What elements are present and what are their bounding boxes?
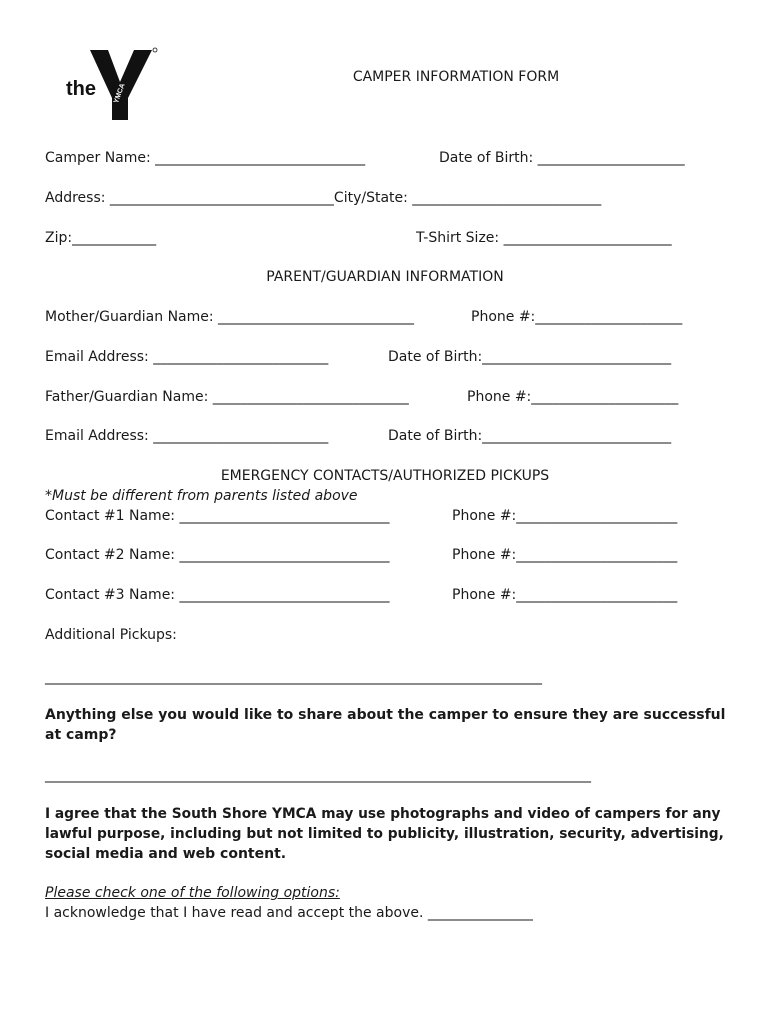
father-dob-field[interactable]: Date of Birth:___________________________ [388,428,672,444]
father-name-field[interactable]: Father/Guardian Name: ____________________________ [45,389,409,405]
contact-2-name-field[interactable]: Contact #2 Name: ______________________________ [45,547,390,563]
zip-field[interactable]: Zip:____________ [45,230,157,246]
contact-1-phone-field[interactable]: Phone #:_______________________ [452,508,678,524]
additional-pickups-line[interactable]: _______________________________________________________________________ [45,669,542,685]
father-email-field[interactable]: Email Address: _________________________ [45,428,329,444]
options-heading: Please check one of the following options: [45,885,340,901]
form-title: CAMPER INFORMATION FORM [352,69,560,85]
contact-3-phone-field[interactable]: Phone #:_______________________ [452,587,678,603]
mother-name-field[interactable]: Mother/Guardian Name: ____________________________ [45,309,415,325]
father-phone-field[interactable]: Phone #:_____________________ [467,389,679,405]
address-city-field[interactable]: Address: ________________________________City/State: ___________________________ [45,190,602,206]
question-line-2: at camp? [45,727,117,743]
mother-email-field[interactable]: Email Address: _________________________ [45,349,329,365]
consent-line-2: lawful purpose, including but not limited to publicity, illustration, security, advertising, [45,826,724,842]
additional-pickups-label: Additional Pickups: [45,627,177,643]
consent-line-1: I agree that the South Shore YMCA may use photographs and video of campers for any [45,806,721,822]
logo-the-text: the [66,78,96,100]
question-answer-line[interactable]: ______________________________________________________________________________ [45,767,591,783]
contact-3-name-field[interactable]: Contact #3 Name: ______________________________ [45,587,390,603]
question-line-1: Anything else you would like to share about the camper to ensure they are successful [45,707,726,723]
mother-dob-field[interactable]: Date of Birth:___________________________ [388,349,672,365]
logo-ymca-text: YMCA [113,82,127,105]
camper-dob-field[interactable]: Date of Birth: _____________________ [439,150,685,166]
emergency-note: *Must be different from parents listed above [45,488,358,504]
contact-2-phone-field[interactable]: Phone #:_______________________ [452,547,678,563]
emergency-heading: EMERGENCY CONTACTS/AUTHORIZED PICKUPS [220,468,550,484]
acknowledge-option[interactable]: I acknowledge that I have read and accept the above. _______________ [45,905,533,921]
consent-line-3: social media and web content. [45,846,287,862]
tshirt-size-field[interactable]: T-Shirt Size: ________________________ [416,230,672,246]
contact-1-name-field[interactable]: Contact #1 Name: ______________________________ [45,508,390,524]
mother-phone-field[interactable]: Phone #:_____________________ [471,309,683,325]
parent-guardian-heading: PARENT/GUARDIAN INFORMATION [266,269,504,285]
camper-name-field[interactable]: Camper Name: ______________________________ [45,150,366,166]
